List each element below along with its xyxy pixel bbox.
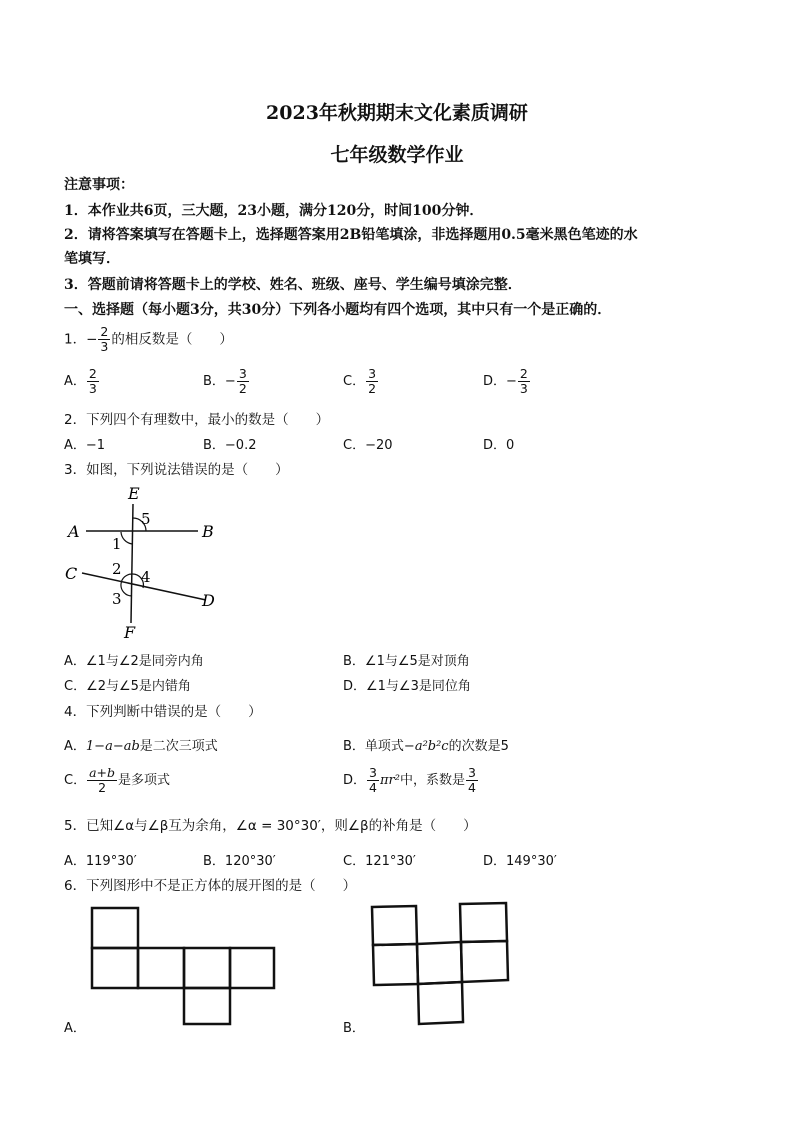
q6-figure-a (88, 904, 278, 1028)
notes-item-1: 1．本作业共6页，三大题，23小题，满分120分，时间100分钟． (64, 203, 484, 219)
label-2: 2 (112, 560, 122, 578)
net-a-square (138, 948, 184, 988)
label-e: E (128, 484, 140, 503)
net-b-square (461, 941, 508, 982)
q5-option-c[interactable]: C．121°30′ (343, 854, 416, 869)
q3-option-d[interactable]: D．∠1与∠3是同位角 (343, 679, 471, 694)
label-1: 1 (112, 535, 122, 553)
net-a-square (230, 948, 274, 988)
q3-option-c[interactable]: C．∠2与∠5是内错角 (64, 679, 191, 694)
net-b-square (460, 903, 507, 942)
notes-heading: 注意事项： (64, 177, 134, 193)
q4-option-b[interactable]: B．单项式−a²b²c的次数是5 (343, 739, 509, 754)
question-5: 5．已知∠α与∠β互为余角，∠α = 30°30′，则∠β的补角是（ ） (64, 818, 477, 834)
page-subtitle: 七年级数学作业 (330, 144, 464, 166)
q6-option-a[interactable]: A． (64, 1021, 86, 1036)
q1-fraction: $\frac{2}{3}$ (100, 324, 109, 354)
q5-option-a[interactable]: A．119°30′ (64, 854, 137, 869)
q2-option-b[interactable]: B．−0.2 (203, 438, 257, 453)
notes-item-3: 3．答题前请将答题卡上的学校、姓名、班级、座号、学生编号填涂完整． (64, 277, 522, 293)
question-4: 4．下列判断中错误的是（ ） (64, 704, 262, 720)
q1-option-c[interactable]: C． $\frac{3}{2}$ (343, 366, 377, 396)
net-b-square (373, 944, 418, 985)
label-5: 5 (141, 510, 151, 528)
question-2: 2．下列四个有理数中，最小的数是（ ） (64, 412, 330, 428)
question-6: 6．下列图形中不是正方体的展开图的是（ ） (64, 878, 357, 894)
q2-option-c[interactable]: C．−20 (343, 438, 393, 453)
label-d: D (202, 591, 215, 610)
q6-figure-b (368, 900, 514, 1030)
question-1 (64, 325, 233, 354)
question-3: 3．如图，下列说法错误的是（ ） (64, 462, 289, 478)
net-a-square (92, 908, 138, 948)
q6-option-b[interactable]: B． (343, 1021, 365, 1036)
net-b-square (372, 906, 417, 945)
notes-item-2a: 2．请将答案填写在答题卡上，选择题答案用2B铅笔填涂，非选择题用0.5毫米黑色笔迹的水 (64, 227, 638, 243)
label-b: B (202, 522, 214, 541)
notes-item-2b: 笔填写． (64, 251, 120, 267)
label-a: A (68, 522, 80, 541)
net-b-square (417, 942, 462, 984)
q5-option-b[interactable]: B．120°30′ (203, 854, 276, 869)
q3-figure (60, 482, 230, 642)
q1-prefix: 1．− (64, 331, 98, 348)
q3-option-b[interactable]: B．∠1与∠5是对顶角 (343, 654, 470, 669)
q1-option-d[interactable]: D．− $\frac{2}{3}$ (483, 366, 528, 396)
q5-option-d[interactable]: D．149°30′ (483, 854, 557, 869)
q1-option-b[interactable]: B．− $\frac{3}{2}$ (203, 366, 247, 396)
q4-option-c[interactable]: C． $\frac{a+b}{2}$ 是多项式 (64, 765, 171, 795)
label-3: 3 (112, 590, 122, 608)
angle-3-arc (121, 584, 132, 596)
label-f: F (124, 623, 136, 642)
page-title: 2023年秋期期末文化素质调研 (266, 102, 528, 124)
net-a-square (184, 948, 230, 988)
q1-option-a[interactable]: A． $\frac{2}{3}$ (64, 366, 97, 396)
net-a-square (92, 948, 138, 988)
line-ef (131, 504, 133, 623)
q4-option-a[interactable]: A．1−a−ab是二次三项式 (64, 739, 218, 754)
q4-option-d[interactable]: D． $\frac{3}{4}$ πr²中，系数是 $\frac{3}{4}$ (343, 765, 476, 795)
q1-stem: 的相反数是（ ） (111, 331, 233, 348)
net-b-square (418, 982, 463, 1024)
q3-option-a[interactable]: A．∠1与∠2是同旁内角 (64, 654, 204, 669)
q2-option-d[interactable]: D．0 (483, 438, 515, 453)
label-c: C (65, 564, 78, 583)
q2-option-a[interactable]: A．−1 (64, 438, 106, 453)
net-a-square (184, 988, 230, 1024)
section-1-heading: 一、选择题（每小题3分，共30分）下列各小题均有四个选项，其中只有一个是正确的． (64, 302, 612, 318)
angle-1-arc (121, 532, 132, 544)
label-4: 4 (141, 568, 151, 586)
